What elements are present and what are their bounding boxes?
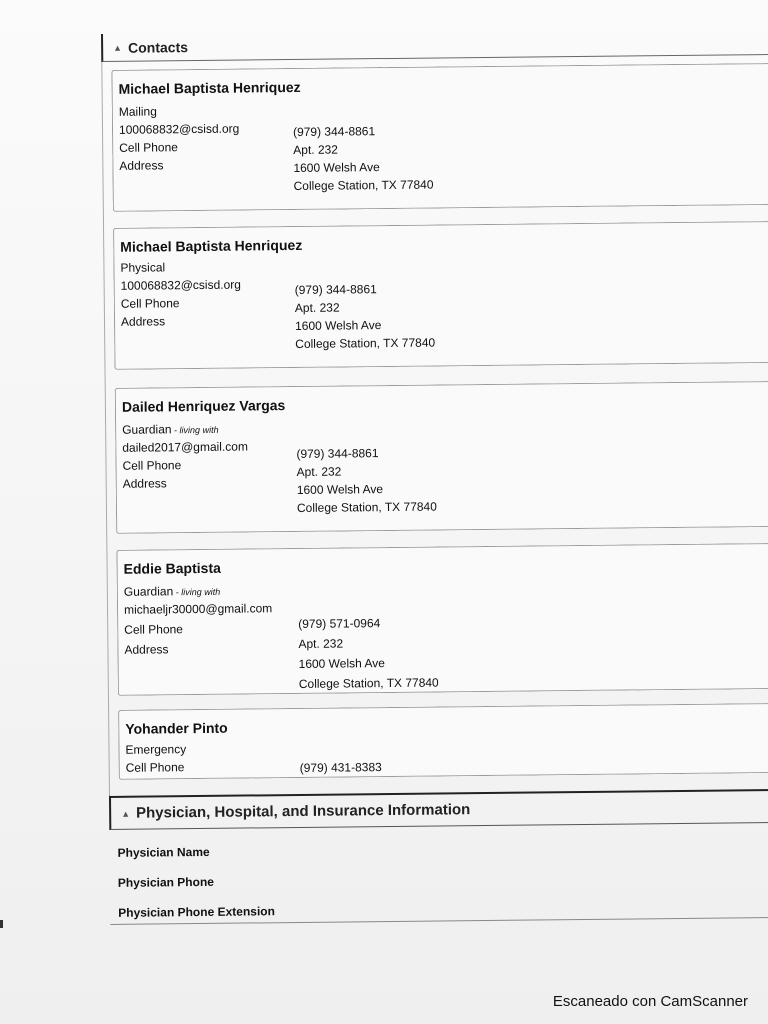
- address-line-2: 1600 Welsh Ave: [298, 656, 385, 671]
- contact-card: [115, 381, 768, 534]
- contact-card: [113, 221, 768, 370]
- document-sheet: [101, 27, 768, 924]
- contact-role: Guardian: [123, 584, 174, 599]
- address-label: Address: [124, 642, 169, 657]
- camscanner-watermark: Escaneado con CamScanner: [552, 993, 748, 1010]
- contact-role: Guardian: [122, 422, 172, 437]
- scan-edge-mark: [0, 920, 3, 928]
- contact-name: Dailed Henriquez Vargas: [121, 397, 286, 415]
- address-label: Address: [122, 476, 167, 491]
- address-line-3: College Station, TX 77840: [298, 675, 439, 691]
- contact-card: [118, 703, 768, 780]
- contact-role-line: [124, 584, 221, 599]
- contact-role-note: - living with: [173, 586, 221, 598]
- address-line-3: College Station, TX 77840: [293, 177, 434, 193]
- contact-name: Yohander Pinto: [125, 719, 228, 737]
- section-left-border: [101, 62, 110, 796]
- cell-phone-label: Cell Phone: [120, 296, 180, 311]
- contact-phone: (979) 431-8383: [299, 760, 382, 775]
- address-line-2: 1600 Welsh Ave: [296, 482, 384, 497]
- address-label: Address: [120, 314, 166, 329]
- address-line-1: Apt. 232: [298, 636, 344, 651]
- physician-phone-label: Physician Phone: [117, 874, 214, 890]
- contact-phone: (979) 344-8861: [296, 446, 379, 461]
- address-line-3: College Station, TX 77840: [296, 499, 437, 515]
- contact-role-line: [122, 422, 219, 437]
- address-line-1: Apt. 232: [294, 300, 340, 315]
- cell-phone-label: Cell Phone: [122, 458, 182, 473]
- contact-email: dailed2017@gmail.com: [122, 439, 248, 455]
- contact-name: Eddie Baptista: [123, 559, 221, 577]
- contact-phone: (979) 344-8861: [294, 282, 377, 297]
- cell-phone-label: Cell Phone: [119, 140, 178, 155]
- contact-role: Emergency: [125, 742, 187, 757]
- contact-email: michaeljr30000@gmail.com: [123, 601, 273, 617]
- physician-phone-extension-label: Physician Phone Extension: [118, 904, 275, 920]
- address-line-1: Apt. 232: [296, 464, 342, 479]
- contacts-section-header[interactable]: [101, 27, 768, 62]
- contact-card: [111, 63, 768, 212]
- contact-email: 100068832@csisd.org: [118, 121, 240, 137]
- cell-phone-label: Cell Phone: [125, 760, 185, 775]
- address-label: Address: [119, 158, 164, 173]
- contact-phone: (979) 571-0964: [298, 616, 381, 631]
- address-line-2: 1600 Welsh Ave: [294, 318, 382, 333]
- physician-section-header[interactable]: [109, 789, 768, 830]
- physician-section-title: Physician, Hospital, and Insurance Information: [135, 801, 471, 822]
- contact-role: Physical: [120, 260, 166, 275]
- contacts-section-title: Contacts: [127, 38, 189, 56]
- address-line-1: Apt. 232: [293, 142, 338, 157]
- contact-role: Mailing: [118, 104, 157, 119]
- collapse-triangle-icon[interactable]: ▲: [113, 42, 123, 53]
- contact-card: [116, 543, 768, 696]
- contact-role-note: - living with: [171, 424, 219, 436]
- contact-name: Michael Baptista Henriquez: [120, 236, 303, 255]
- address-line-2: 1600 Welsh Ave: [293, 160, 380, 175]
- contact-phone: (979) 344-8861: [292, 124, 376, 139]
- address-line-3: College Station, TX 77840: [295, 335, 436, 351]
- collapse-triangle-icon[interactable]: ▲: [121, 808, 131, 819]
- cell-phone-label: Cell Phone: [124, 622, 184, 637]
- contact-email: 100068832@csisd.org: [120, 277, 241, 293]
- physician-name-label: Physician Name: [117, 844, 210, 860]
- contact-name: Michael Baptista Henriquez: [118, 78, 301, 97]
